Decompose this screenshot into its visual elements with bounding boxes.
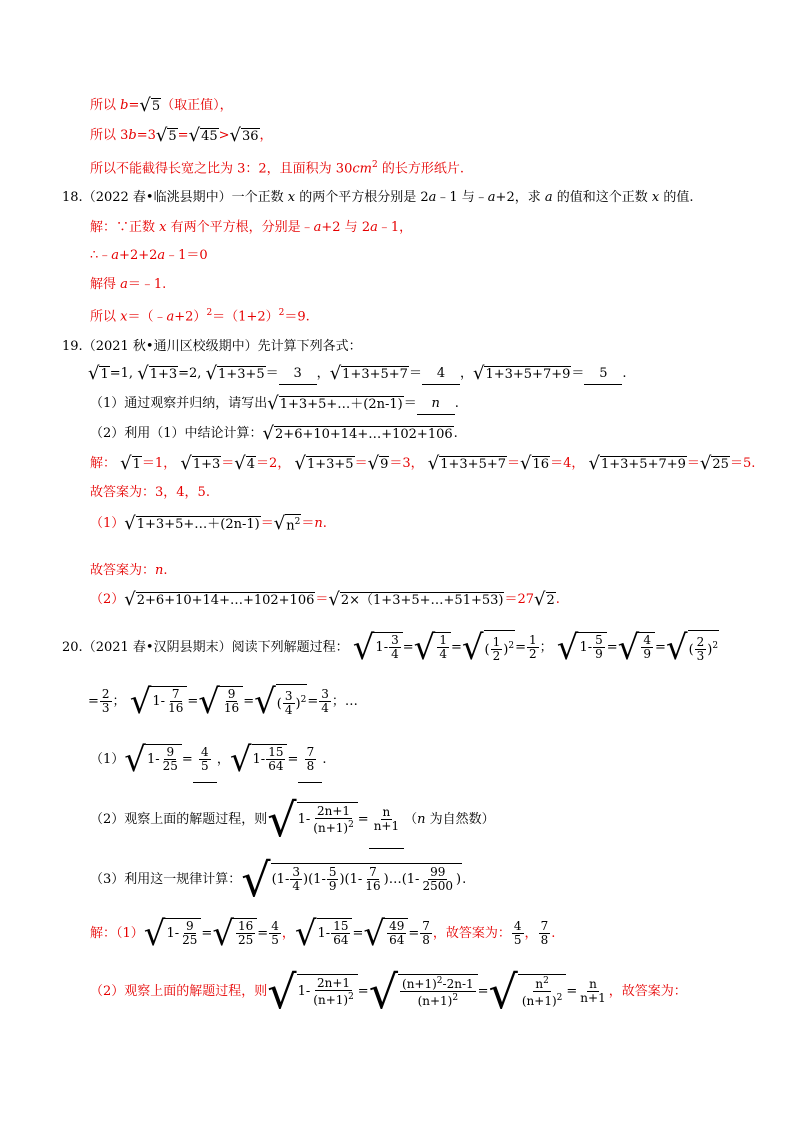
q19-part-2: （2）利用（1）中结论计算：√2+6+10+14+…+102+106.	[90, 422, 458, 444]
q18-sol-3: 解得 a＝﹣1.	[90, 277, 167, 292]
q17-line-3: 所以不能截得长宽之比为 3：2，且面积为 $30cm^2$ 的长方形纸片.	[90, 160, 464, 177]
q19-sol-2: 故答案为：3，4，5.	[90, 485, 210, 500]
q19-expressions: √1=1, √1+3=2, √1+3+5＝ 3 ，√1+3+5+7＝ 4 ，√1+3+5+7+9＝ 5 .	[88, 362, 627, 384]
q18-stem: 18.（2022 春•临洮县期中）一个正数 x 的两个平方根分别是 2a﹣1 与﹣a+2，求 a 的值和这个正数 x 的值.	[62, 190, 694, 205]
q20-part-1: （1）√1- $\frac{9}{25}$ = $\frac{4}{5}$ ，√1- $\frac{15}{64}$ = $\frac{7}{8}$ .	[90, 738, 327, 783]
q18-sol-1: 解：∵正数 x 有两个平方根，分别是﹣a+2 与 2a﹣1，	[90, 220, 413, 235]
q20-sol-1: 解：（1）√1- $\frac{9}{25}$ =√ $\frac{16}{25}$ = $\frac{4}{5}$ ，√1- $\frac{15}{64}$ =√ $\frac{49}{64}$ = $\frac{7}{8}$ ，故答案为： $\frac{4}{5}$ ， $\frac{7}{8}$ .	[90, 913, 556, 954]
q17-line-1: 所以 b=√5（取正值），	[90, 94, 233, 116]
q19-answer-blank-1: 3	[279, 364, 317, 385]
q19-answer-blank-n: n	[417, 394, 455, 415]
q20-sol-2: （2）观察上面的解题过程，则√1- $\frac{2n+1}{(n+1)^2}$ =√ $\frac{(n+1)^2-2n-1}{(n+1)^2}$ =√ $\frac{n^2}{(n+1)^2}$ = $\frac{n}{n+1}$ ，故答案为：	[90, 964, 687, 1019]
q20-stem-cont: = $\frac{2}{3}$ ； √1- $\frac{7}{16}$ =√ $\frac{9}{16}$ =√( $\frac{3}{4}$ )$^2$= $\frac{3}{4}$ ；…	[88, 681, 358, 722]
q18-sol-4: 所以 $x=(﹣a+2)^2=(1+2)^2=9$.	[90, 308, 310, 325]
q19-answer-blank-3: 5	[584, 364, 622, 385]
q19-answer-blank-2: 4	[422, 364, 460, 385]
q17-line-2: 所以 3b=3√5=√45>√36，	[90, 124, 273, 146]
q19-sol-4: 故答案为：n.	[90, 563, 168, 578]
q18-sol-2: ∴﹣a+2+2a﹣1＝0	[90, 248, 208, 263]
q20-part-3: （3）利用这一规律计算：√(1- $\frac{3}{4}$ )(1- $\frac{5}{9}$ )(1- $\frac{7}{16}$ )…(1- $\frac{99}{2500}$ ).	[90, 852, 467, 907]
q19-stem: 19.（2021 秋•通川区校级期中）先计算下列各式：	[62, 339, 362, 354]
q20-stem: 20.（2021 春•汉阴县期末）阅读下列解题过程： √1- $\frac{3}{4}$ =√ $\frac{1}{4}$ =√( $\frac{1}{2}$ )$^2$= $\frac{1}{2}$ ； √1- $\frac{5}{9}$ =√ $\frac{4}{9}$ =√( $\frac{2}{3}$ )$^2$	[62, 627, 719, 668]
q19-part-1: （1）通过观察并归纳，请写出√1+3+5+…＋(2n-1)＝ n .	[90, 392, 459, 414]
q19-sol-1: 解： √1＝1， √1+3＝√4＝2， √1+3+5＝√9＝3， √1+3+5+7＝√16＝4， √1+3+5+7+9＝√25＝5.	[90, 452, 756, 474]
q19-sol-3: $(1)√1+3+5+\dots+(2n-1)=√n^2=n$.	[90, 512, 327, 534]
q19-sol-5: （2）√2+6+10+14+…+102+106＝√2×（1+3+5+…+51+53)＝27√2.	[90, 588, 560, 610]
q20-part-2: （2）观察上面的解题过程，则√1- $\frac{2n+1}{(n+1)^2}$ = $\frac{n}{n+1}$ （n 为自然数）	[90, 792, 495, 849]
